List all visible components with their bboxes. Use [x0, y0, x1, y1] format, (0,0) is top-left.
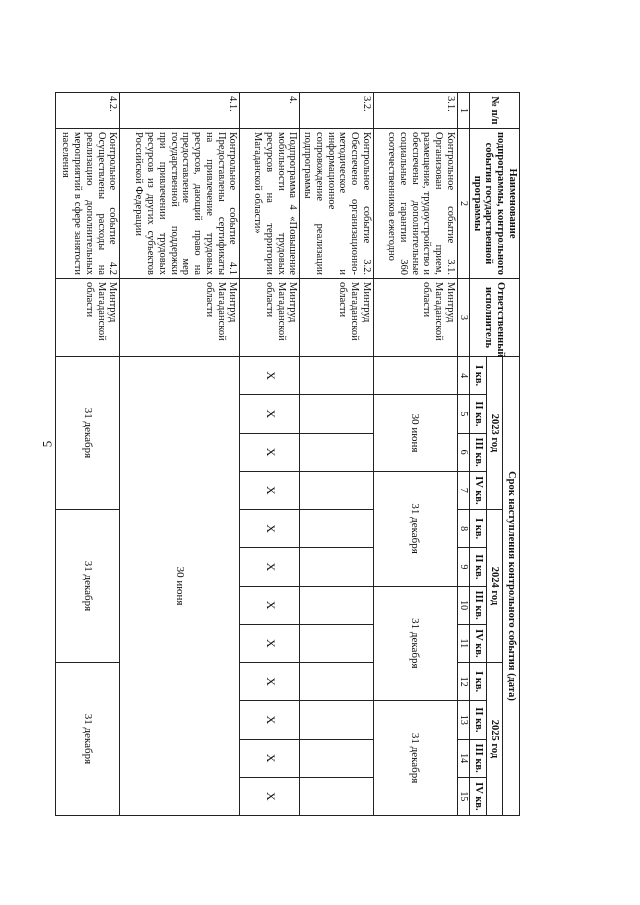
date-dec31: 31 декабря — [373, 586, 457, 701]
row-executor: Минтруд Магаданской области — [240, 279, 300, 357]
date-dec31: 31 декабря — [56, 510, 120, 663]
date-dec31: 31 декабря — [56, 357, 120, 510]
table-row — [373, 93, 457, 816]
header-year-2024: 2024 год — [486, 510, 503, 663]
x-mark: X — [240, 586, 300, 624]
header-quarter: III кв. — [470, 433, 487, 471]
header-quarter: I кв. — [470, 510, 487, 548]
table-row — [56, 93, 120, 816]
quarter-cell — [300, 701, 374, 739]
index-cell: 14 — [457, 739, 469, 777]
header-quarter: II кв. — [470, 395, 487, 433]
date-jun30: 30 июня — [373, 395, 457, 472]
control-events-table — [55, 92, 520, 816]
row-name: Контрольное событие 3.2. Обеспечено организационно-методическое и информационное сопровождение реализации подпрограммы — [300, 129, 374, 279]
index-cell: 5 — [457, 395, 469, 433]
table-row — [240, 93, 300, 816]
date-dec31: 31 декабря — [373, 701, 457, 816]
quarter-cell — [300, 357, 374, 395]
index-cell: 11 — [457, 624, 469, 662]
header-quarter: IV кв. — [470, 471, 487, 509]
date-dec31: 31 декабря — [56, 663, 120, 816]
index-cell: 8 — [457, 510, 469, 548]
quarter-cell — [300, 548, 374, 586]
quarter-cell — [300, 586, 374, 624]
header-name: Наименование подпрограммы, контрольного события государственной программы — [470, 129, 520, 279]
index-cell: 6 — [457, 433, 469, 471]
x-mark: X — [240, 510, 300, 548]
row-name: Контрольное событие 3.1. Организован прием, размещение, трудоустройство и обеспечены дополнительные социальные гарантии 360 соотечественников ежегодно — [373, 129, 457, 279]
header-quarter: I кв. — [470, 663, 487, 701]
header-quarter: IV кв. — [470, 624, 487, 662]
quarter-cell — [300, 624, 374, 662]
x-mark: X — [240, 357, 300, 395]
x-mark: X — [240, 777, 300, 815]
header-quarter: I кв. — [470, 357, 487, 395]
row-executor: Минтруд Магаданской области — [373, 279, 457, 357]
row-number: 4.2. — [56, 93, 120, 129]
header-executor: Ответственный исполнитель — [470, 279, 520, 357]
index-cell: 3 — [457, 279, 469, 357]
quarter-cell — [300, 433, 374, 471]
quarter-cell — [300, 777, 374, 815]
index-cell: 10 — [457, 586, 469, 624]
header-deadline: Срок наступления контрольного события (дата) — [503, 357, 520, 816]
table-row — [120, 93, 240, 816]
index-cell: 12 — [457, 663, 469, 701]
date-jun30: 30 июня — [120, 357, 240, 816]
quarter-cell — [300, 663, 374, 701]
quarter-cell — [373, 357, 457, 395]
page-number: 5 — [39, 440, 55, 448]
index-cell: 9 — [457, 548, 469, 586]
row-executor: Минтруд Магаданской области — [300, 279, 374, 357]
row-executor: Минтруд Магаданской области — [120, 279, 240, 357]
row-name: Подпрограмма 4 «Повышение мобильности трудовых ресурсов на территории Магаданской области» — [240, 129, 300, 279]
header-year-2025: 2025 год — [486, 663, 503, 816]
table-row — [300, 93, 374, 816]
row-number: 4. — [240, 93, 300, 129]
x-mark: X — [240, 624, 300, 662]
row-number: 4.1. — [120, 93, 240, 129]
x-mark: X — [240, 701, 300, 739]
header-num: № п/п — [470, 93, 520, 129]
header-quarter: III кв. — [470, 586, 487, 624]
header-quarter: IV кв. — [470, 777, 487, 815]
header-quarter: III кв. — [470, 739, 487, 777]
rotated-table-container — [60, 92, 520, 816]
index-cell: 13 — [457, 701, 469, 739]
row-name: Контрольное событие 4.1 Предоставлены сертификаты на привлечение трудовых ресурсов, дающий право на предоставление мер государственной поддержки при привлечении трудовых ресурсов из других субъектов Российской Федерации — [120, 129, 240, 279]
index-cell: 2 — [457, 129, 469, 279]
quarter-cell — [300, 510, 374, 548]
quarter-cell — [300, 471, 374, 509]
x-mark: X — [240, 433, 300, 471]
row-executor: Минтруд Магаданской области — [56, 279, 120, 357]
index-cell: 15 — [457, 777, 469, 815]
row-number: 3.2. — [300, 93, 374, 129]
row-number: 3.1. — [373, 93, 457, 129]
index-cell: 4 — [457, 357, 469, 395]
date-dec31: 31 декабря — [373, 471, 457, 586]
x-mark: X — [240, 663, 300, 701]
x-mark: X — [240, 739, 300, 777]
index-cell: 7 — [457, 471, 469, 509]
x-mark: X — [240, 395, 300, 433]
x-mark: X — [240, 471, 300, 509]
index-cell: 1 — [457, 93, 469, 129]
quarter-cell — [300, 739, 374, 777]
quarter-cell — [300, 395, 374, 433]
x-mark: X — [240, 548, 300, 586]
header-year-2023: 2023 год — [486, 357, 503, 510]
header-quarter: II кв. — [470, 548, 487, 586]
header-quarter: II кв. — [470, 701, 487, 739]
row-name: Контрольное событие 4.2 Осуществлены расходы на реализацию дополнительных мероприятий в сфере занятости населения — [56, 129, 120, 279]
